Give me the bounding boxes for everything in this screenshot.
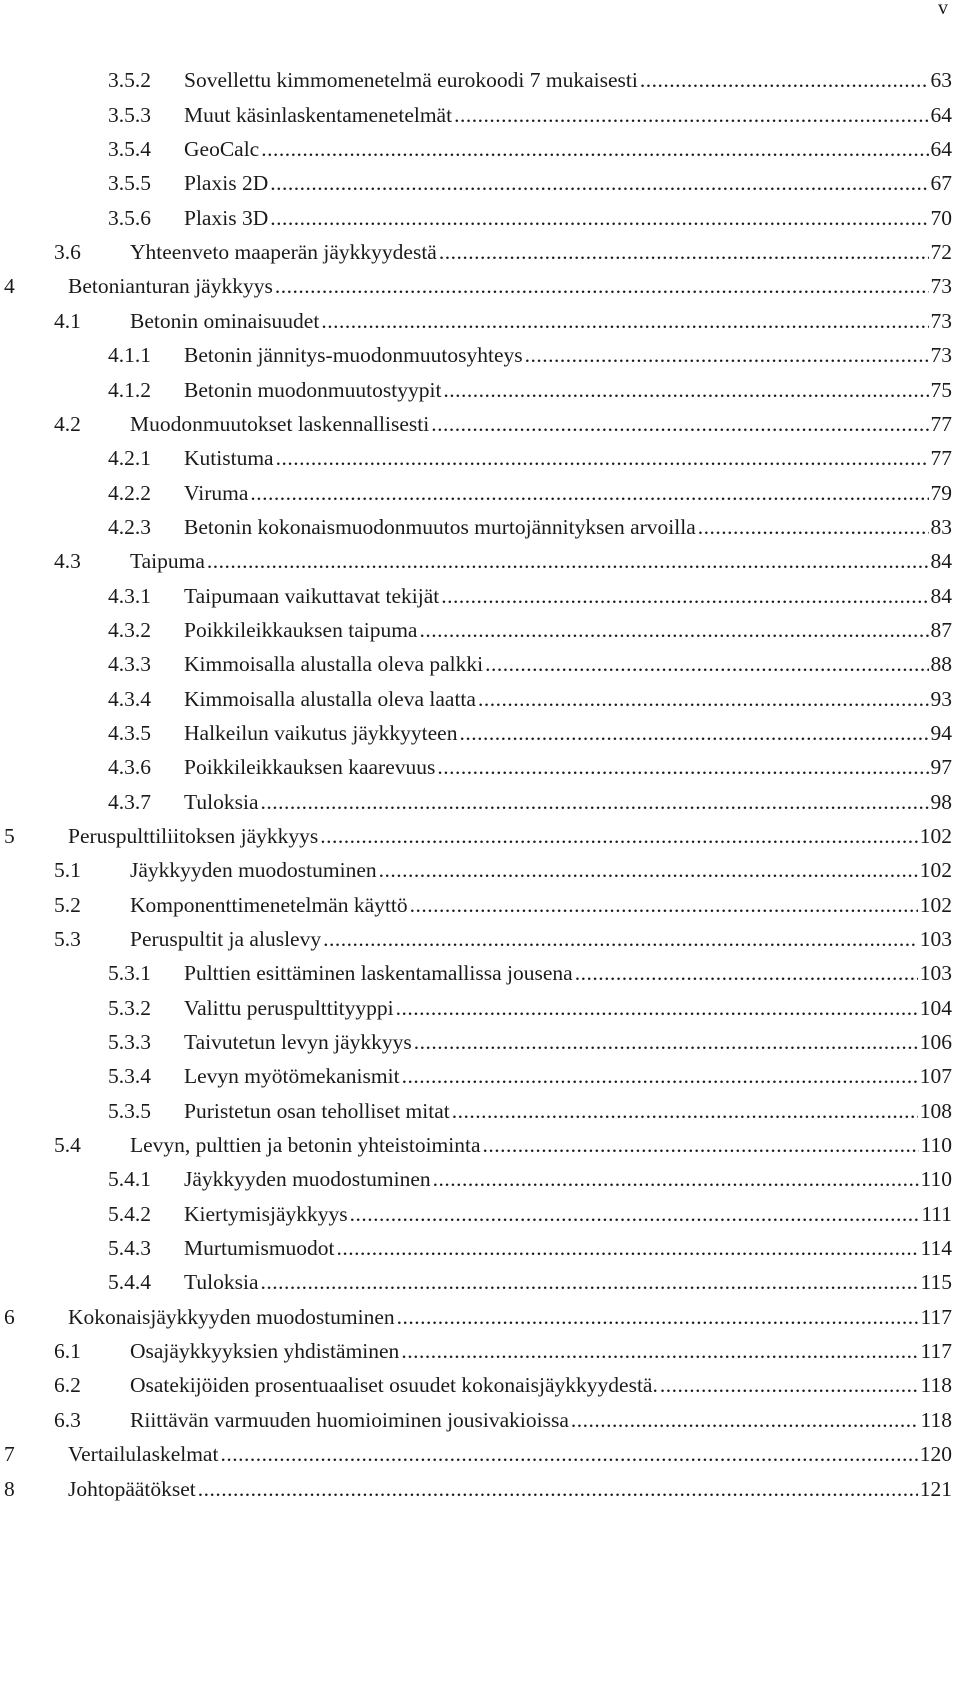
dot-leader [270,208,928,230]
dot-leader [575,963,918,985]
toc-entry-body [130,242,952,264]
toc-entry-number: 3.5.6 [108,205,151,230]
toc-entry[interactable] [0,923,960,957]
toc-entry-body [184,789,952,814]
toc-entry-number: 4.3 [54,549,81,574]
toc-entry-body [184,1066,952,1088]
toc-entry-body [184,345,952,367]
toc-entry[interactable] [0,579,960,613]
toc-entry[interactable] [0,785,960,819]
toc-entry-page: 88 [930,652,952,677]
toc-entry-title: Betonin kokonaismuodonmuutos murtojännityksen arvoilla [184,514,696,539]
toc-entry-page: 75 [930,377,952,402]
toc-entry-body [184,1169,952,1191]
toc-entry[interactable] [0,717,960,751]
toc-entry-body [184,654,952,676]
dot-leader [525,345,929,367]
toc-entry[interactable] [0,1129,960,1163]
dot-leader [640,70,929,92]
toc-entry[interactable] [0,1403,960,1437]
dot-leader [401,1341,918,1363]
toc-entry-page: 117 [920,1304,952,1329]
toc-entry-body [184,583,952,608]
toc-entry-body [130,411,952,436]
toc-entry-body [130,892,952,917]
toc-entry-number: 4.1.2 [108,377,151,402]
dot-leader [276,448,929,470]
toc-entry[interactable] [0,820,960,854]
toc-entry-number: 5.3.1 [108,961,151,986]
toc-entry-number: 5.1 [54,858,81,883]
toc-entry-page: 84 [930,549,952,574]
toc-entry-page: 120 [919,1442,952,1467]
toc-entry-body [130,929,952,951]
toc-entry-body [184,377,952,402]
toc-entry[interactable] [0,339,960,373]
dot-leader [350,1204,920,1226]
toc-entry-page: 111 [921,1201,952,1226]
toc-entry-page: 106 [919,1030,952,1055]
toc-entry[interactable] [0,442,960,476]
dot-leader [207,551,929,573]
toc-entry-title: Betonianturan jäykkyys [68,274,273,299]
toc-entry-body [184,448,952,470]
toc-entry-page: 72 [930,240,952,265]
toc-entry-page: 110 [920,1167,952,1192]
toc-entry-page: 93 [930,686,952,711]
toc-entry-title: Poikkileikkauksen kaarevuus [184,755,436,780]
toc-entry-body [68,1304,952,1329]
dot-leader [459,723,928,745]
toc-entry[interactable] [0,1438,960,1472]
toc-entry-title: Peruspultit ja aluslevy [130,927,322,952]
toc-entry-title: Tuloksia [184,1270,259,1295]
dot-leader [452,1101,918,1123]
toc-entry[interactable] [0,1163,960,1197]
toc-entry[interactable] [0,1094,960,1128]
dot-leader [402,1066,918,1088]
page-number: v [938,0,948,19]
toc-entry-page: 118 [920,1373,952,1398]
dot-leader [437,757,928,779]
toc-entry-number: 6.1 [54,1339,81,1364]
toc-entry-body [68,276,952,298]
toc-entry-body [130,1135,952,1157]
toc-entry[interactable] [0,64,960,98]
toc-entry-body [184,139,952,161]
toc-entry-title: Komponenttimenetelmän käyttö [130,892,408,917]
toc-entry-title: Vertailulaskelmat [68,1442,219,1467]
toc-entry[interactable] [0,510,960,544]
toc-entry-body [184,720,952,745]
toc-entry[interactable] [0,476,960,510]
toc-entry-title: Riittävän varmuuden huomioiminen jousivakioissa [130,1407,569,1432]
dot-leader [397,1307,919,1329]
dot-leader [270,173,928,195]
toc-entry-page: 108 [919,1098,952,1123]
toc-entry-body [184,1201,952,1226]
toc-entry-number: 4.3.3 [108,652,151,677]
toc-entry-body [184,205,952,230]
toc-entry-body [184,617,952,642]
toc-entry-body [130,1375,952,1397]
toc-entry[interactable] [0,1060,960,1094]
toc-entry-page: 102 [919,892,952,917]
toc-entry-title: Plaxis 2D [184,171,269,196]
toc-entry-page: 107 [919,1064,952,1089]
toc-entry-body [184,995,952,1020]
dot-leader [698,517,929,539]
toc-entry-page: 103 [919,927,952,952]
toc-entry-title: Taipumaan vaikuttavat tekijät [184,583,440,608]
dot-leader [478,689,929,711]
toc-entry-title: Betonin ominaisuudet [130,308,320,333]
toc-entry[interactable] [0,854,960,888]
toc-entry-title: GeoCalc [184,137,260,162]
dot-leader [396,998,918,1020]
dot-leader [260,792,928,814]
toc-entry-number: 5.3.2 [108,995,151,1020]
toc-entry-number: 4.2.2 [108,480,151,505]
toc-entry-page: 102 [919,858,952,883]
toc-entry-number: 5 [4,823,15,848]
toc-entry-page: 121 [919,1476,952,1501]
dot-leader [337,1238,919,1260]
toc-entry-number: 3.5.3 [108,102,151,127]
toc-entry-number: 5.4.2 [108,1201,151,1226]
toc-entry-body [184,102,952,127]
toc-entry-title: Pulttien esittäminen laskentamallissa jousena [184,961,573,986]
toc-entry-body [130,551,952,573]
toc-entry-title: Viruma [184,480,249,505]
toc-entry-title: Jäykkyyden muodostuminen [130,858,377,883]
toc-entry-title: Betonin jännitys-muodonmuutosyhteys [184,343,523,368]
dot-leader [260,1272,918,1294]
dot-leader [571,1410,919,1432]
toc-entry[interactable] [0,648,960,682]
toc-entry[interactable] [0,682,960,716]
dot-leader [320,826,918,848]
toc-entry-page: 117 [920,1339,952,1364]
toc-entry-number: 5.4 [54,1133,81,1158]
toc-entry-body [184,963,952,985]
dot-leader [220,1444,917,1466]
toc-entry-number: 3.5.2 [108,68,151,93]
toc-entry-body [184,1272,952,1294]
toc-entry-title: Plaxis 3D [184,205,269,230]
toc-entry-title: Muut käsinlaskentamenetelmät [184,102,453,127]
toc-entry-page: 97 [930,755,952,780]
dot-leader [485,654,928,676]
toc-entry[interactable] [0,957,960,991]
toc-entry[interactable] [0,1197,960,1231]
toc-entry-title: Kokonaisjäykkyyden muodostuminen [68,1304,395,1329]
toc-entry[interactable] [0,1335,960,1369]
toc-entry-title: Kiertymisjäykkyys [184,1201,348,1226]
toc-entry[interactable] [0,304,960,338]
dot-leader [250,483,928,505]
toc-entry-title: Muodonmuutokset laskennallisesti [130,411,430,436]
dot-leader [275,276,929,298]
toc-entry[interactable] [0,751,960,785]
toc-entry-body [184,173,952,195]
toc-entry-body [130,308,952,333]
toc-entry-number: 3.5.4 [108,137,151,162]
toc-entry-number: 6.2 [54,1373,81,1398]
toc-entry-title: Peruspulttiliitoksen jäykkyys [68,823,319,848]
toc-entry[interactable] [0,167,960,201]
toc-entry-page: 118 [920,1407,952,1432]
toc-entry-page: 64 [930,102,952,127]
toc-entry-title: Valittu peruspulttityyppi [184,995,394,1020]
dot-leader [414,1032,918,1054]
toc-entry-number: 5.3.5 [108,1098,151,1123]
dot-leader [261,139,928,161]
toc-entry-number: 4.3.4 [108,686,151,711]
toc-entry-body [130,860,952,882]
toc-entry-number: 4.2 [54,411,81,436]
toc-entry-number: 4.3.1 [108,583,151,608]
toc-entry-page: 83 [930,514,952,539]
toc-entry-page: 73 [930,274,952,299]
dot-leader [321,311,928,333]
toc-entry-page: 114 [920,1236,952,1261]
toc-entry[interactable] [0,545,960,579]
toc-entry-body [68,823,952,848]
toc-entry-page: 115 [920,1270,952,1295]
toc-entry[interactable] [0,373,960,407]
toc-entry-title: Murtumismuodot [184,1236,335,1261]
toc-entry-number: 5.3 [54,927,81,952]
toc-entry-title: Puristetun osan teholliset mitat [184,1098,450,1123]
toc-entry-page: 63 [930,68,952,93]
toc-entry-page: 77 [930,411,952,436]
dot-leader [454,105,928,127]
toc-entry-number: 4 [4,274,15,299]
toc-entry-title: Tuloksia [184,789,259,814]
dot-leader [419,620,928,642]
toc-entry[interactable] [0,1300,960,1334]
toc-entry[interactable] [0,407,960,441]
toc-entry-page: 98 [930,789,952,814]
toc-entry-page: 79 [930,480,952,505]
toc-entry[interactable] [0,614,960,648]
toc-entry[interactable] [0,201,960,235]
toc-entry-page: 73 [930,343,952,368]
toc-entry-page: 64 [930,137,952,162]
toc-entry[interactable] [0,888,960,922]
toc-entry-number: 7 [4,1442,15,1467]
toc-entry-title: Betonin muodonmuutostyypit [184,377,442,402]
toc-entry[interactable] [0,236,960,270]
toc-entry-body [184,686,952,711]
toc-entry[interactable] [0,1026,960,1060]
toc-entry-title: Taivutetun levyn jäykkyys [184,1030,412,1055]
toc-entry-body [184,757,952,779]
toc-entry-title: Jäykkyyden muodostuminen [184,1167,431,1192]
toc-entry-number: 4.3.7 [108,789,151,814]
toc-entry-number: 5.3.3 [108,1030,151,1055]
toc-entry-body [68,1444,952,1466]
toc-entry-number: 5.4.3 [108,1236,151,1261]
toc-entry-title: Yhteenveto maaperän jäykkyydestä [130,240,437,265]
toc-entry-page: 73 [930,308,952,333]
dot-leader [323,929,918,951]
toc-entry-page: 77 [930,446,952,471]
toc-entry-page: 102 [919,823,952,848]
toc-entry-title: Kimmoisalla alustalla oleva laatta [184,686,476,711]
dot-leader [431,414,928,436]
toc-entry-body [184,1238,952,1260]
toc-entry-title: Kutistuma [184,446,274,471]
toc-entry-body [130,1341,952,1363]
toc-entry-number: 3.6 [54,240,81,265]
table-of-contents [0,64,960,1506]
toc-entry[interactable] [0,991,960,1025]
dot-leader [410,895,918,917]
toc-entry[interactable] [0,1232,960,1266]
toc-entry-number: 5.4.1 [108,1167,151,1192]
toc-entry[interactable] [0,1472,960,1506]
toc-entry-body [184,1032,952,1054]
toc-entry-title: Taipuma [130,549,205,574]
toc-entry-body [184,480,952,505]
toc-entry-number: 4.1.1 [108,343,151,368]
toc-entry-title: Kimmoisalla alustalla oleva palkki [184,652,484,677]
toc-entry[interactable] [0,98,960,132]
toc-entry-number: 5.3.4 [108,1064,151,1089]
toc-entry-number: 4.2.3 [108,514,151,539]
dot-leader [443,380,928,402]
toc-entry-title: Osajäykkyyksien yhdistäminen [130,1339,400,1364]
dot-leader [660,1375,919,1397]
toc-entry[interactable] [0,1369,960,1403]
toc-entry-number: 5.4.4 [108,1270,151,1295]
toc-entry-number: 4.2.1 [108,446,151,471]
toc-entry-title: Levyn myötömekanismit [184,1064,400,1089]
toc-entry-page: 70 [930,205,952,230]
toc-entry-page: 110 [920,1133,952,1158]
toc-entry-body [184,1098,952,1123]
toc-entry-page: 103 [919,961,952,986]
toc-entry-page: 87 [930,617,952,642]
toc-entry-body [184,514,952,539]
toc-entry-number: 4.3.5 [108,720,151,745]
toc-entry-number: 8 [4,1476,15,1501]
toc-entry-body [68,1476,952,1501]
toc-entry-number: 5.2 [54,892,81,917]
toc-entry-number: 4.3.2 [108,617,151,642]
toc-entry-body [130,1407,952,1432]
toc-entry-page: 104 [919,995,952,1020]
toc-entry-title: Halkeilun vaikutus jäykkyyteen [184,720,458,745]
toc-entry-title: Poikkileikkauksen taipuma [184,617,418,642]
toc-entry-page: 84 [930,583,952,608]
toc-entry-number: 6 [4,1304,15,1329]
toc-entry[interactable] [0,270,960,304]
toc-entry-body [184,70,952,92]
dot-leader [379,860,918,882]
toc-entry-number: 4.3.6 [108,755,151,780]
toc-entry-title: Levyn, pulttien ja betonin yhteistoiminta [130,1133,481,1158]
toc-entry-number: 4.1 [54,308,81,333]
toc-entry[interactable] [0,1266,960,1300]
toc-entry-title: Sovellettu kimmomenetelmä eurokoodi 7 mukaisesti [184,68,638,93]
toc-entry-number: 6.3 [54,1407,81,1432]
dot-leader [198,1479,918,1501]
toc-entry-page: 94 [930,720,952,745]
toc-entry-page: 67 [930,171,952,196]
toc-entry-title: Osatekijöiden prosentuaaliset osuudet kokonaisjäykkyydestä. [130,1373,658,1398]
dot-leader [441,586,928,608]
dot-leader [439,242,929,264]
toc-entry-title: Johtopäätökset [68,1476,196,1501]
toc-entry-number: 3.5.5 [108,171,151,196]
toc-entry[interactable] [0,133,960,167]
dot-leader [483,1135,919,1157]
dot-leader [433,1169,919,1191]
